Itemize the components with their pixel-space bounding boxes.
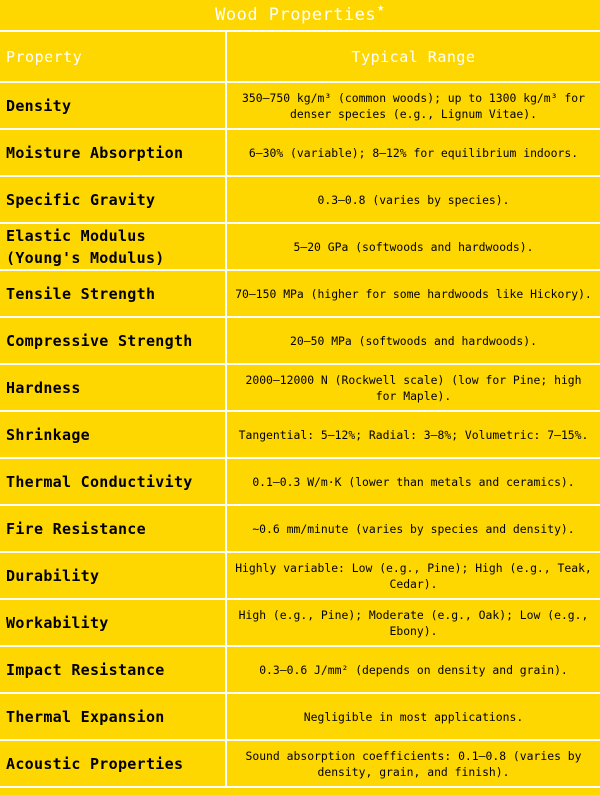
property-cell: Workability	[0, 599, 226, 646]
table-row	[0, 552, 600, 599]
range-cell: High (e.g., Pine); Moderate (e.g., Oak); Low (e.g., Ebony).	[226, 599, 600, 646]
range-cell: Sound absorption coefficients: 0.1–0.8 (varies by density, grain, and finish).	[226, 740, 600, 787]
table-row	[0, 223, 600, 270]
range-cell: Tangential: 5–12%; Radial: 3–8%; Volumetric: 7–15%.	[226, 411, 600, 458]
table-row	[0, 270, 600, 317]
property-cell: Thermal Expansion	[0, 693, 226, 740]
range-cell: 0.3–0.8 (varies by species).	[226, 176, 600, 223]
range-cell: 0.1–0.3 W/m·K (lower than metals and ceramics).	[226, 458, 600, 505]
property-cell: Hardness	[0, 364, 226, 411]
property-cell: Specific Gravity	[0, 176, 226, 223]
table-title-bar	[0, 0, 600, 32]
table-header-row	[0, 32, 600, 82]
table-row	[0, 176, 600, 223]
range-cell: Highly variable: Low (e.g., Pine); High (e.g., Teak, Cedar).	[226, 552, 600, 599]
property-cell: Density	[0, 82, 226, 129]
property-cell: Impact Resistance	[0, 646, 226, 693]
property-cell: Elastic Modulus (Young's Modulus)	[0, 223, 226, 270]
property-cell: Tensile Strength	[0, 270, 226, 317]
table-row	[0, 505, 600, 552]
table-row	[0, 740, 600, 787]
range-cell: 70–150 MPa (higher for some hardwoods like Hickory).	[226, 270, 600, 317]
property-cell: Acoustic Properties	[0, 740, 226, 787]
range-cell: 5–20 GPa (softwoods and hardwoods).	[226, 223, 600, 270]
property-column-header: Property	[0, 32, 226, 82]
property-cell: Fire Resistance	[0, 505, 226, 552]
table-title: Wood Properties	[215, 5, 377, 25]
table-row	[0, 364, 600, 411]
star-icon: ★	[377, 0, 385, 14]
table-row	[0, 129, 600, 176]
table-row	[0, 646, 600, 693]
property-cell: Shrinkage	[0, 411, 226, 458]
property-cell: Thermal Conductivity	[0, 458, 226, 505]
property-cell: Moisture Absorption	[0, 129, 226, 176]
table-row	[0, 411, 600, 458]
range-cell: 20–50 MPa (softwoods and hardwoods).	[226, 317, 600, 364]
range-cell: 350–750 kg/m³ (common woods); up to 1300 kg/m³ for denser species (e.g., Lignum Vitae).	[226, 82, 600, 129]
table-row	[0, 693, 600, 740]
property-cell: Compressive Strength	[0, 317, 226, 364]
range-cell: ~0.6 mm/minute (varies by species and density).	[226, 505, 600, 552]
table-row	[0, 317, 600, 364]
property-cell: Durability	[0, 552, 226, 599]
properties-table	[0, 32, 600, 788]
range-cell: 0.3–0.6 J/mm² (depends on density and grain).	[226, 646, 600, 693]
range-cell: 6–30% (variable); 8–12% for equilibrium indoors.	[226, 129, 600, 176]
table-row	[0, 458, 600, 505]
range-cell: Negligible in most applications.	[226, 693, 600, 740]
range-column-header: Typical Range	[226, 32, 600, 82]
range-cell: 2000–12000 N (Rockwell scale) (low for Pine; high for Maple).	[226, 364, 600, 411]
table-row	[0, 599, 600, 646]
table-row	[0, 82, 600, 129]
